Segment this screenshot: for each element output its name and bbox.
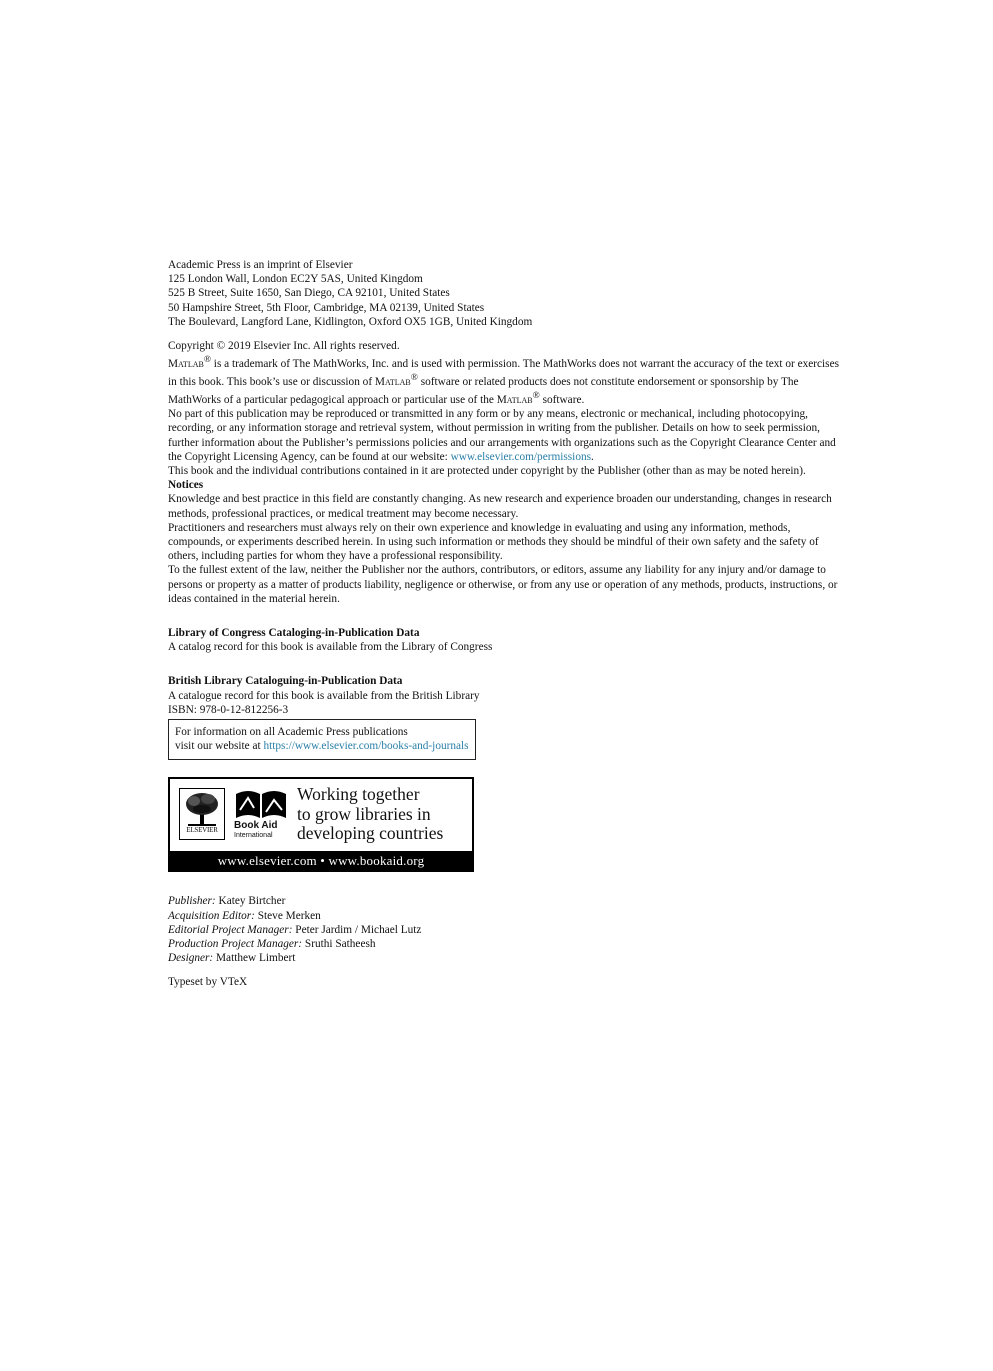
registered-mark: ® — [532, 391, 540, 402]
matlab-text: is a trademark of The MathWorks, Inc. and is used with permission. The MathWorks does not warrant the accuracy of the text or exercises in this book. This book’s use or discussion of — [168, 357, 839, 388]
address-line: The Boulevard, Langford Lane, Kidlington, Oxford OX5 1GB, United Kingdom — [168, 315, 533, 328]
banner-slogan — [297, 785, 443, 844]
loc-heading: Library of Congress Cataloging-in-Publication Data — [168, 626, 420, 639]
bookaid-subtitle: International — [234, 832, 273, 840]
credit-name: Sruthi Satheesh — [304, 938, 376, 950]
notice-paragraph: Knowledge and best practice in this field are constantly changing. As new research and experience broaden our understanding, changes in research methods, professional practices, or medical treatment may become necessary. — [168, 493, 832, 520]
copyright-notice: Copyright © 2019 Elsevier Inc. All rights reserved. — [168, 340, 400, 353]
book-aid-banner — [168, 777, 474, 872]
matlab-word: Matlab — [374, 375, 411, 388]
credit-line — [168, 951, 848, 965]
credit-role: Production Project Manager: — [168, 938, 303, 950]
credit-role: Editorial Project Manager: — [168, 923, 293, 936]
bookaid-logo — [234, 788, 288, 844]
permissions-paragraph — [168, 407, 848, 464]
matlab-text: software or related products does not constitute endorsement or sponsorship by The MathWorks of a particular pedagogical approach or particular use of the — [168, 375, 799, 406]
open-book-icon — [234, 788, 288, 820]
copyright-page — [168, 258, 848, 990]
slogan-line: Working together — [297, 784, 420, 805]
info-box — [168, 719, 476, 760]
info-prefix: visit our website at — [175, 740, 264, 753]
credit-role: Acquisition Editor: — [168, 909, 255, 922]
notice-paragraph: To the fullest extent of the law, neither the Publisher nor the authors, contributors, or editors, assume any liability for any injury and/or damage to persons or property as a matter of products liability, negligence or otherwise, or from any use or operation of any methods, products, instructions, or ideas contained in the material herein. — [168, 564, 838, 605]
slogan-line: to grow libraries in — [297, 803, 431, 824]
banner-urls: www.elsevier.com • www.bookaid.org — [170, 851, 472, 870]
credit-line — [168, 894, 848, 908]
bl-block — [168, 674, 848, 702]
address-line: 125 London Wall, London EC2Y 5AS, United Kingdom — [168, 273, 423, 286]
address-line: 525 B Street, Suite 1650, San Diego, CA 92101, United States — [168, 287, 450, 300]
info-line: For information on all Academic Press publications — [175, 725, 408, 738]
typeset-credit: Typeset by VTeX — [168, 976, 248, 989]
isbn: ISBN: 978-0-12-812256-3 — [168, 703, 289, 716]
loc-block — [168, 626, 848, 654]
bl-text: A catalogue record for this book is available from the British Library — [168, 689, 480, 702]
protected-paragraph: This book and the individual contributions contained in it are protected under copyright by the Publisher (other than as may be noted herein). — [168, 464, 806, 477]
permissions-text: No part of this publication may be reproduced or transmitted in any form or by any means, electronic or mechanical, including photocopying, recording, or any information storage and retrieval system, without permission in writing from the publisher. Details on how to seek permission, further information about the Publisher’s permissions policies and our arrangements with organizations such as the Copyright Clearance Center and the Copyright Licensing Agency, can be found at our website: — [168, 408, 836, 463]
matlab-trademark — [168, 353, 848, 407]
credit-name: Steve Merken — [257, 909, 321, 922]
bookaid-name: Book Aid — [234, 820, 278, 832]
registered-mark: ® — [203, 355, 211, 366]
credit-line — [168, 937, 848, 951]
credit-role: Designer: — [168, 952, 214, 965]
bl-heading: British Library Cataloguing-in-Publication Data — [168, 675, 403, 688]
credit-name: Peter Jardim / Michael Lutz — [295, 923, 422, 936]
credits-block — [168, 894, 848, 965]
elsevier-tree-logo-icon — [179, 788, 225, 840]
credit-name: Matthew Limbert — [216, 952, 296, 965]
credit-name: Katey Birtcher — [218, 895, 286, 908]
credit-line — [168, 923, 848, 937]
slogan-line: developing countries — [297, 823, 444, 844]
loc-text: A catalog record for this book is available from the Library of Congress — [168, 641, 493, 654]
info-line — [175, 739, 469, 753]
notices-heading: Notices — [168, 479, 204, 492]
matlab-word: Matlab — [168, 357, 204, 370]
credit-line — [168, 909, 848, 923]
credit-role: Publisher: — [168, 895, 216, 908]
permissions-link[interactable]: www.elsevier.com/permissions — [450, 450, 592, 463]
address-line: 50 Hampshire Street, 5th Floor, Cambridge, MA 02139, United States — [168, 301, 485, 314]
elsevier-wordmark: ELSEVIER — [186, 826, 218, 835]
books-journals-link[interactable]: https://www.elsevier.com/books-and-journals — [263, 740, 469, 753]
registered-mark: ® — [410, 373, 418, 384]
matlab-text: software. — [539, 393, 585, 406]
matlab-word: Matlab — [496, 393, 533, 406]
notice-paragraph: Practitioners and researchers must always rely on their own experience and knowledge in evaluating and using any information, methods, compounds, or experiments described herein. In using such information or methods they should be mindful of their own safety and the safety of others, including parties for whom they have a professional responsibility. — [168, 521, 819, 563]
imprint-line: Academic Press is an imprint of Elsevier — [168, 259, 353, 271]
permissions-end: . — [591, 450, 594, 463]
imprint-block — [168, 258, 848, 329]
banner-top — [170, 779, 472, 851]
